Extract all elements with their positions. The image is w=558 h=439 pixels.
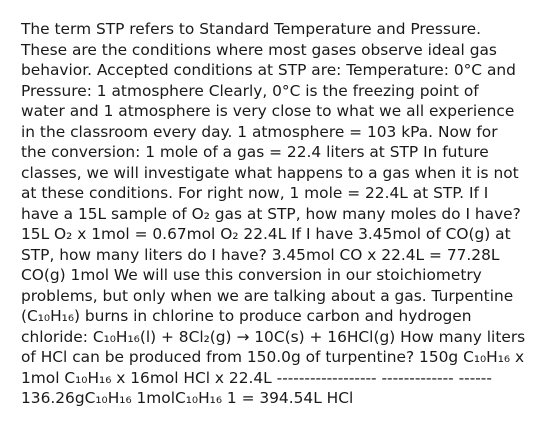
text-line-3: behavior. Accepted conditions at STP are: Temperature: 0°C and bbox=[21, 61, 516, 79]
text-line-15: (C₁₀H₁₆) burns in chlorine to produce carbon and hydrogen bbox=[21, 307, 472, 325]
text-line-6: in the classroom every day. 1 atmosphere = 103 kPa. Now for bbox=[21, 122, 498, 141]
text-line-13: CO(g) 1mol We will use this conversion in our stoichiometry bbox=[21, 266, 482, 284]
text-line-17: of HCl can be produced from 150.0g of turpentine? 150g C₁₀H₁₆ x bbox=[21, 348, 525, 366]
text-line-16: chloride: C₁₀H₁₆(l) + 8Cl₂(g) → 10C(s) + 16HCl(g) How many liters bbox=[21, 327, 526, 346]
text-line-4: Pressure: 1 atmosphere Clearly, 0°C is the freezing point of bbox=[21, 81, 479, 100]
text-line-14: problems, but only when we are talking about a gas. Turpentine bbox=[21, 286, 514, 305]
text-line-10: have a 15L sample of O₂ gas at STP, how many moles do I have? bbox=[21, 204, 521, 223]
text-line-18: 1mol C₁₀H₁₆ x 16mol HCl x 22.4L ------------------ ------------- ------ bbox=[21, 368, 492, 387]
text-line-8: classes, we will investigate what happens to a gas when it is not bbox=[21, 163, 519, 182]
text-line-7: the conversion: 1 mole of a gas = 22.4 liters at STP In future bbox=[21, 143, 489, 161]
text-line-11: 15L O₂ x 1mol = 0.67mol O₂ 22.4L If I have 3.45mol of CO(g) at bbox=[21, 225, 511, 243]
text-line-9: at these conditions. For right now, 1 mole = 22.4L at STP. If I bbox=[21, 184, 489, 202]
text-line-19: 136.26gC₁₀H₁₆ 1molC₁₀H₁₆ 1 = 394.54L HCl bbox=[21, 389, 354, 407]
text-line-5: water and 1 atmosphere is very close to what we all experience bbox=[21, 102, 515, 120]
text-line-2: These are the conditions where most gases observe ideal gas bbox=[21, 40, 497, 59]
text-line-1: The term STP refers to Standard Temperature and Pressure. bbox=[21, 20, 481, 38]
text-line-12: STP, how many liters do I have? 3.45mol CO x 22.4L = 77.28L bbox=[21, 245, 500, 264]
document-body bbox=[21, 19, 551, 409]
